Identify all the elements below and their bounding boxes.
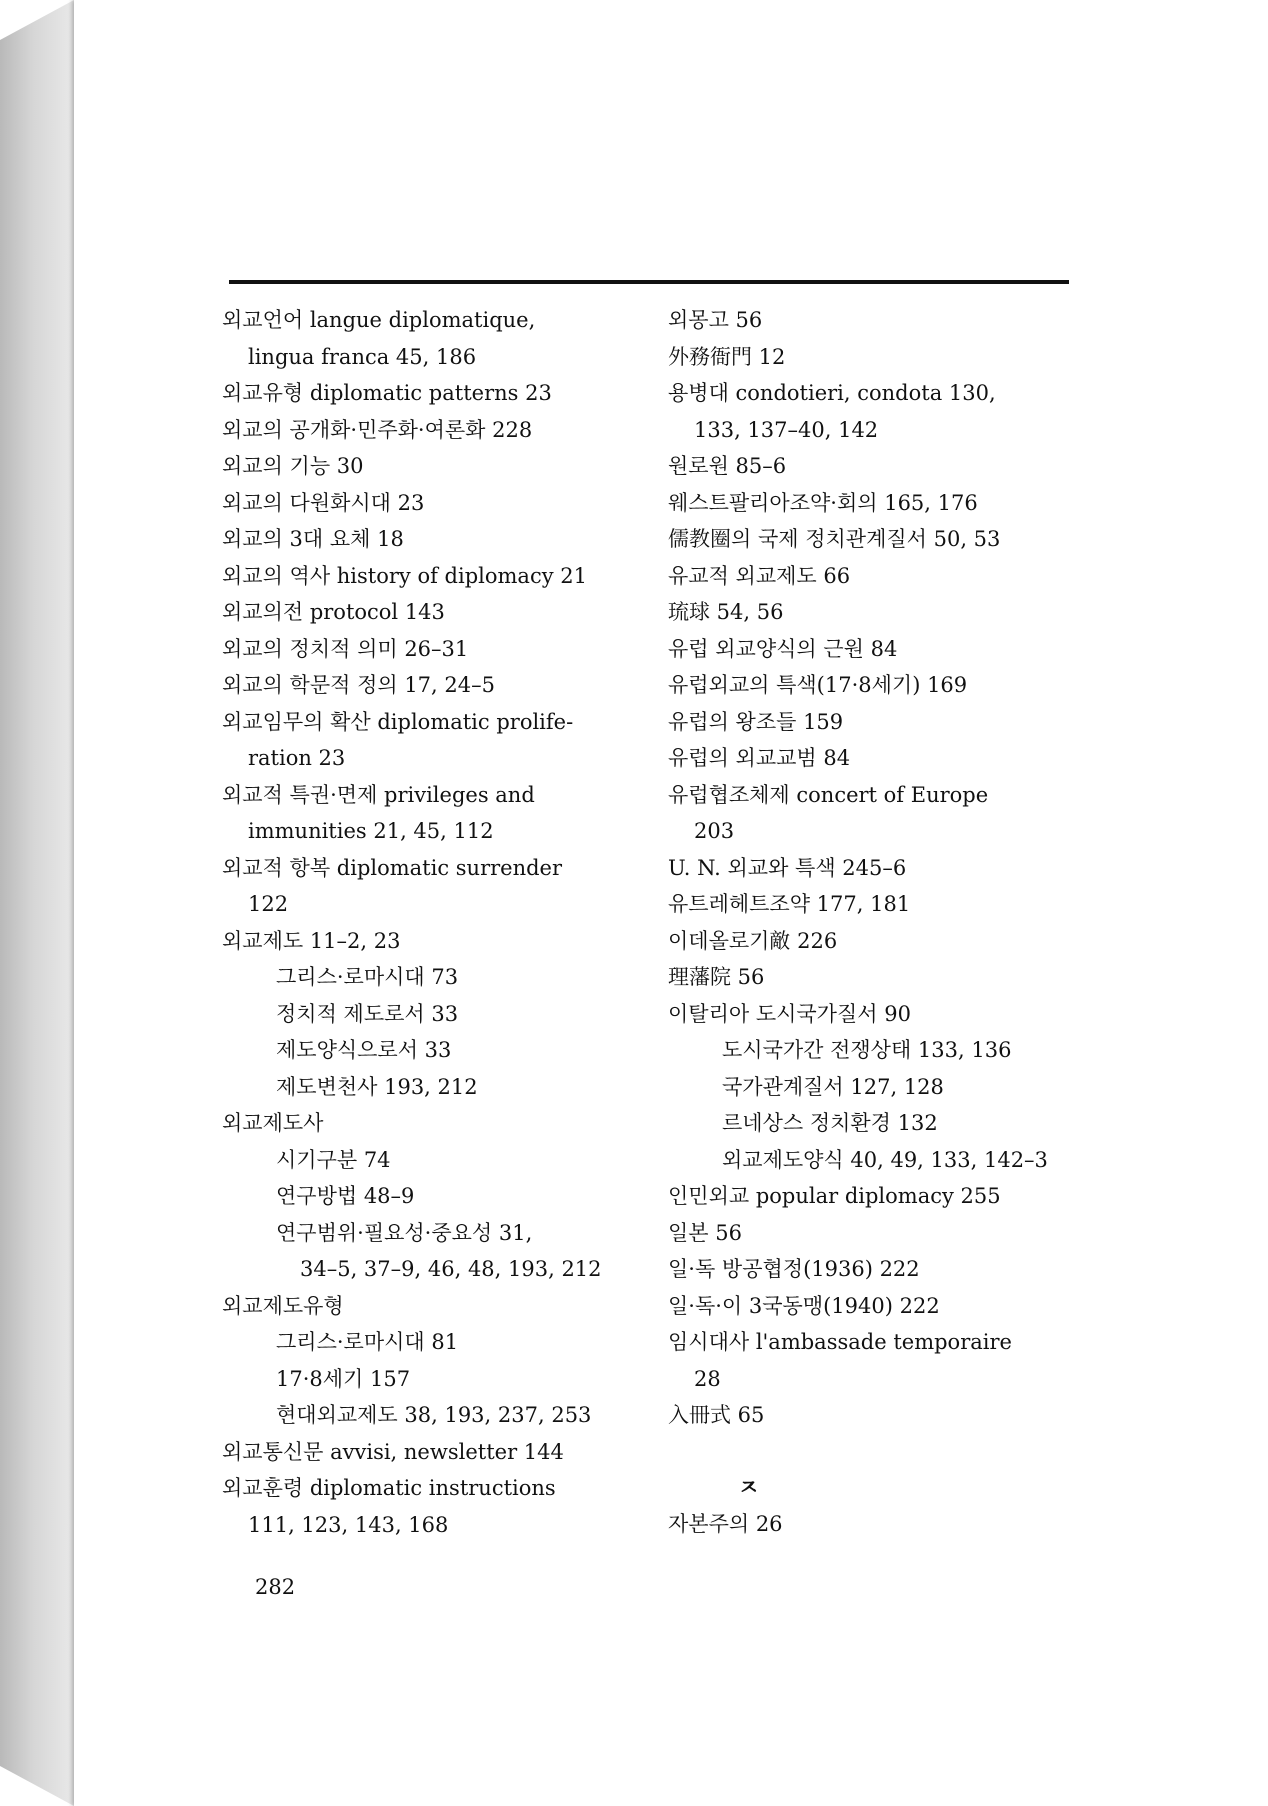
index-entry: 유트레헤트조약 177, 181 <box>668 892 911 916</box>
index-entry: 28 <box>694 1366 721 1391</box>
index-entry: 琉球 54, 56 <box>668 600 784 624</box>
index-entry: 국가관계질서 127, 128 <box>722 1074 944 1099</box>
index-entry: 외교언어 langue diplomatique, <box>222 308 536 332</box>
index-entry: 17·8세기 157 <box>276 1366 411 1391</box>
index-entry: 일·독 방공협정(1936) 222 <box>668 1257 920 1281</box>
index-entry: 외몽고 56 <box>668 308 763 332</box>
index-entry: 외교적 항복 diplomatic surrender <box>222 855 563 880</box>
index-entry: 외교통신문 avvisi, newsletter 144 <box>222 1439 564 1464</box>
index-entry: 시기구분 74 <box>276 1147 391 1172</box>
index-entry: 理藩院 56 <box>668 965 765 989</box>
index-entry: 외교의 역사 history of diplomacy 21 <box>222 563 587 588</box>
index-entry: 자본주의 26 <box>668 1512 783 1536</box>
index-entry: 용병대 condotieri, condota 130, <box>668 381 996 405</box>
index-entry: 203 <box>694 819 735 843</box>
index-entry: 외교제도양식 40, 49, 133, 142–3 <box>722 1147 1048 1172</box>
index-entry: 외교의 기능 30 <box>222 454 364 478</box>
index-entry: 정치적 제도로서 33 <box>276 1001 459 1026</box>
index-entry: 외교임무의 확산 diplomatic prolife- <box>222 709 574 734</box>
index-entry: 이데올로기敵 226 <box>668 928 838 953</box>
book-spine <box>0 0 74 1806</box>
index-entry: 122 <box>248 892 289 916</box>
index-entry: 외교의 공개화·민주화·여론화 228 <box>222 417 533 442</box>
index-entry: 入冊式 65 <box>668 1403 765 1427</box>
index-entry: 외교의 다원화시대 23 <box>222 490 425 515</box>
index-entry: 연구범위·필요성·중요성 31, <box>276 1220 533 1245</box>
index-entry: 현대외교제도 38, 193, 237, 253 <box>276 1403 592 1427</box>
index-entry: 外務衙門 12 <box>668 344 786 369</box>
index-entry: 외교제도사 <box>222 1111 324 1135</box>
index-entry: 유럽 외교양식의 근원 84 <box>668 636 898 661</box>
index-column-left <box>222 302 652 1543</box>
index-entry: lingua franca 45, 186 <box>248 344 477 369</box>
header-rule <box>229 280 1069 284</box>
index-entry: 유교적 외교제도 66 <box>668 563 851 588</box>
index-entry: 이탈리아 도시국가질서 90 <box>668 1001 911 1026</box>
index-entry: 유럽의 외교교범 84 <box>668 746 851 770</box>
index-entry: 외교적 특권·면제 privileges and <box>222 782 535 807</box>
index-entry: 그리스·로마시대 81 <box>276 1330 459 1354</box>
index-entry: 그리스·로마시대 73 <box>276 965 459 989</box>
index-entry: ration 23 <box>248 746 346 770</box>
index-entry: 儒教圈의 국제 정치관계질서 50, 53 <box>668 527 1001 551</box>
index-entry: 임시대사 l'ambassade temporaire <box>668 1330 1012 1354</box>
index-entry: 외교의 3대 요체 18 <box>222 527 404 551</box>
index-column-right <box>668 302 1098 1543</box>
index-entry: 유럽의 왕조들 159 <box>668 709 844 734</box>
index-entry: 제도양식으로서 33 <box>276 1038 452 1062</box>
index-entry: 일·독·이 3국동맹(1940) 222 <box>668 1293 940 1318</box>
index-entry: 유럽외교의 특색(17·8세기) 169 <box>668 673 968 697</box>
index-entry: immunities 21, 45, 112 <box>248 819 494 843</box>
index-entry: 외교훈령 diplomatic instructions <box>222 1476 556 1500</box>
index-entry: 연구방법 48–9 <box>276 1184 415 1208</box>
index-entry: 외교의 학문적 정의 17, 24–5 <box>222 673 495 697</box>
index-entry: 외교제도 11–2, 23 <box>222 928 401 953</box>
index-entry: 일본 56 <box>668 1220 742 1245</box>
index-entry: 도시국가간 전쟁상태 133, 136 <box>722 1038 1012 1062</box>
index-entry: 34–5, 37–9, 46, 48, 193, 212 <box>300 1257 602 1281</box>
index-entry: 133, 137–40, 142 <box>694 417 879 442</box>
index-entry: 111, 123, 143, 168 <box>248 1512 449 1537</box>
index-entry: 외교의전 protocol 143 <box>222 600 445 624</box>
index-entry: U. N. 외교와 특색 245–6 <box>668 855 907 880</box>
page-number: 282 <box>255 1575 296 1599</box>
index-entry: 르네상스 정치환경 132 <box>722 1111 938 1135</box>
index-entry: 외교제도유형 <box>222 1293 344 1318</box>
index-entry: 제도변천사 193, 212 <box>276 1074 478 1099</box>
index-entry: 외교의 정치적 의미 26–31 <box>222 636 469 661</box>
section-heading: ㅈ <box>738 1474 760 1501</box>
index-entry: 외교유형 diplomatic patterns 23 <box>222 381 552 405</box>
index-entry: 웨스트팔리아조약·회의 165, 176 <box>668 490 978 515</box>
index-entry: 인민외교 popular diplomacy 255 <box>668 1184 1001 1208</box>
index-entry: 유럽협조체제 concert of Europe <box>668 782 989 807</box>
index-entry: 원로원 85–6 <box>668 454 787 478</box>
